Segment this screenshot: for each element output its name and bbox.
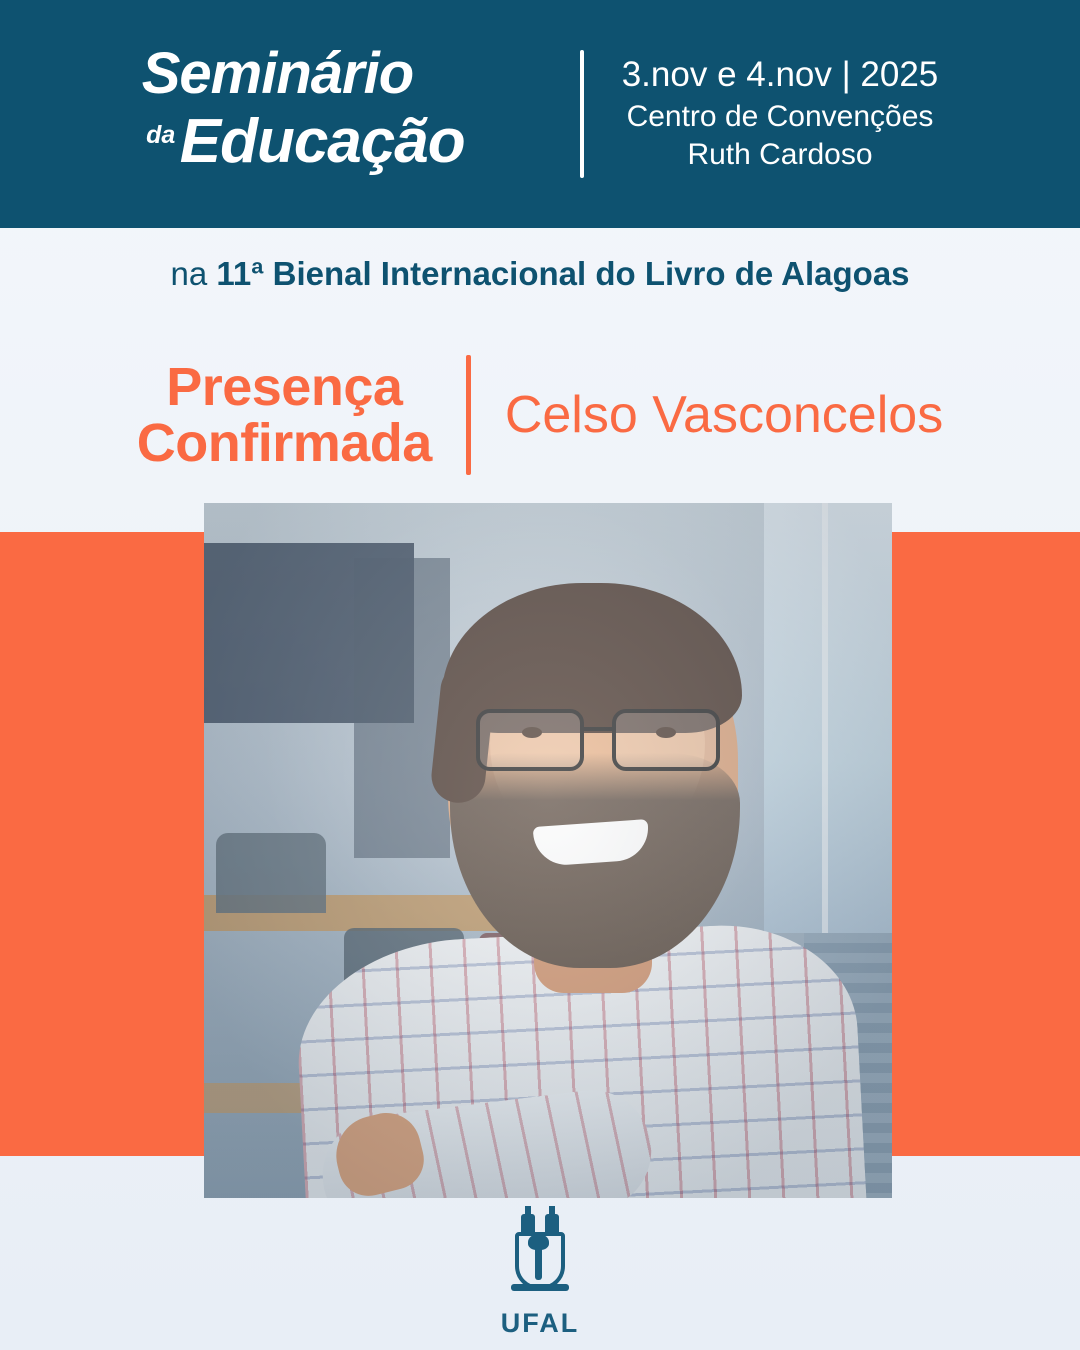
poster-header <box>0 0 1080 228</box>
ufal-label: UFAL <box>500 1308 580 1338</box>
bienal-title: 11ª Bienal Internacional do Livro de Alagoas <box>216 255 910 292</box>
bienal-prefix: na <box>170 255 217 292</box>
event-title-da-text: da <box>146 121 176 149</box>
event-title-da <box>144 121 178 149</box>
presence-badge-line2: Confirmada <box>136 413 432 473</box>
ufal-shield-icon <box>507 1214 573 1300</box>
poster-footer <box>0 1198 1080 1350</box>
speaker-photo <box>204 503 892 1198</box>
announcement-row <box>0 345 1080 485</box>
event-date: 3.nov e 4.nov | 2025 <box>621 55 939 95</box>
ufal-torch <box>535 1244 542 1280</box>
speaker-photo-image <box>204 503 892 1198</box>
speaker-name: Celso Vasconcelos <box>504 386 944 444</box>
event-logo <box>142 39 542 189</box>
ufal-shield-base <box>511 1284 569 1291</box>
presence-badge <box>136 356 432 473</box>
event-title-line1: Seminário <box>141 41 414 106</box>
header-content <box>142 39 939 189</box>
event-title-line2: Educação <box>179 107 465 176</box>
presence-badge-line1: Presença <box>166 356 403 417</box>
event-details <box>622 53 939 175</box>
bienal-subtitle <box>0 255 1080 293</box>
event-venue-line2: Ruth Cardoso <box>687 138 873 172</box>
event-venue-line1: Centro de Convenções <box>626 100 934 133</box>
header-vertical-divider <box>580 50 584 178</box>
announcement-vertical-divider <box>466 355 471 475</box>
photo-vignette <box>204 503 892 1198</box>
